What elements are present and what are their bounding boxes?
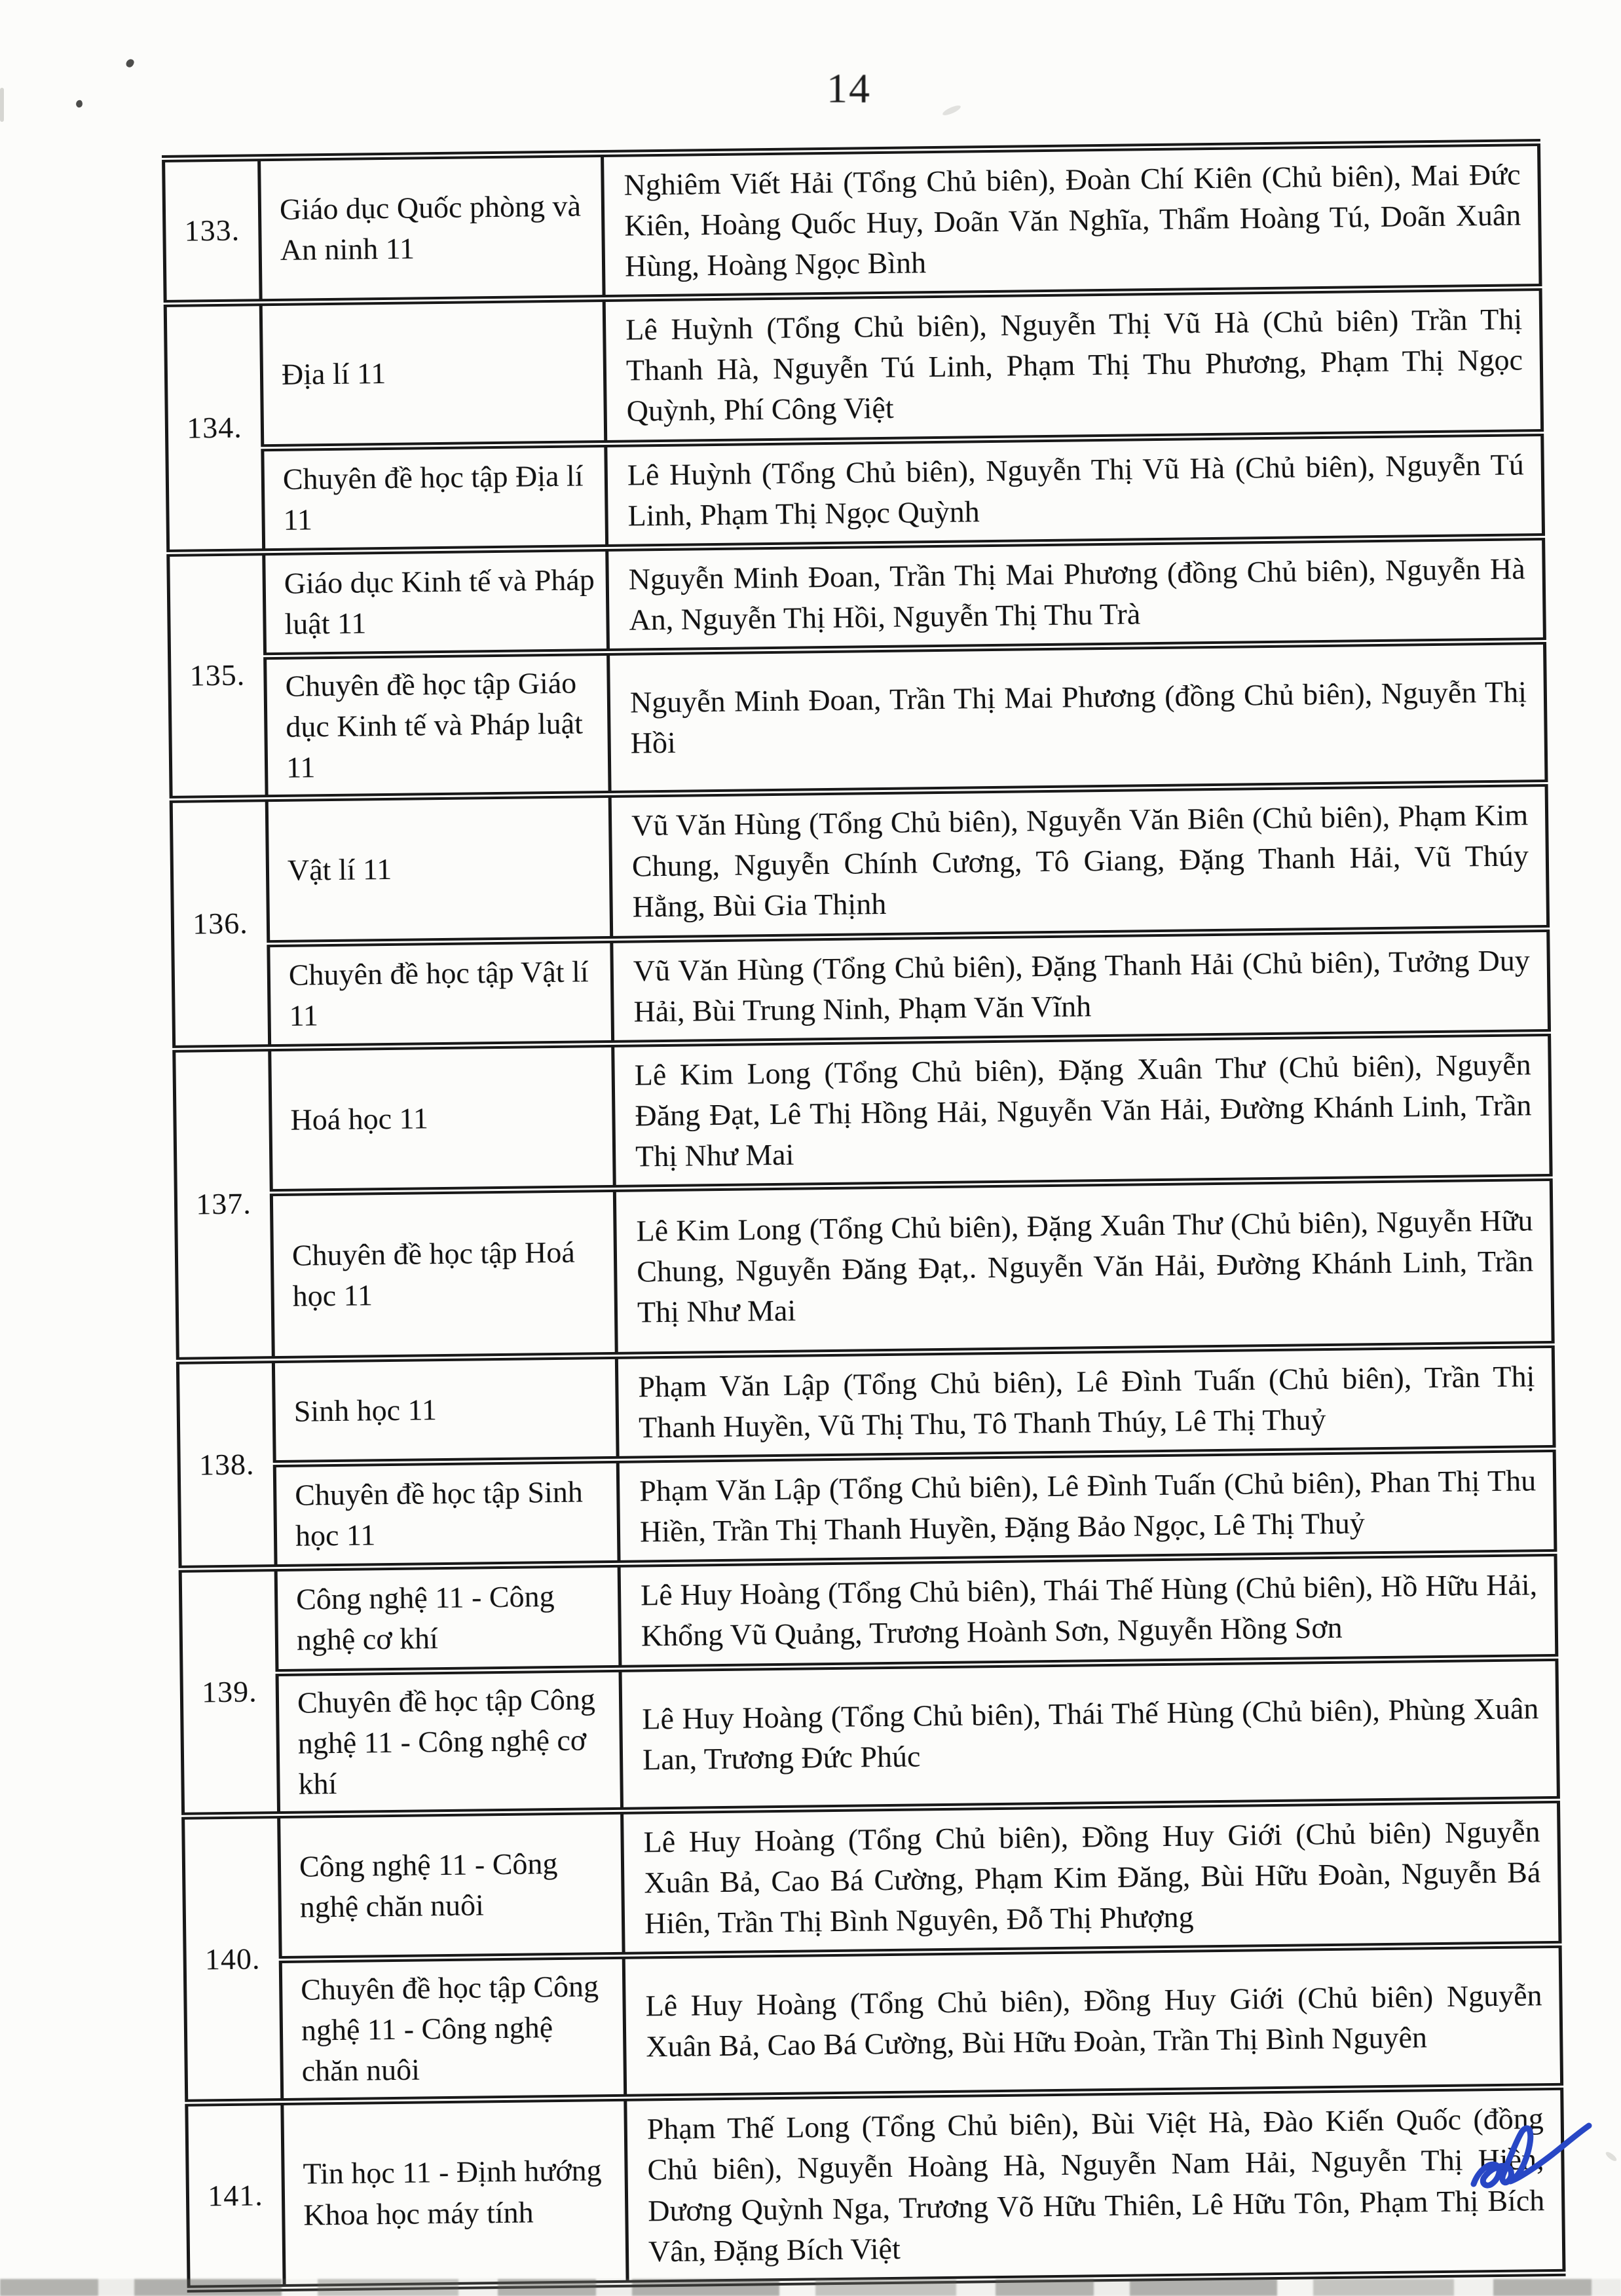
scan-smudge xyxy=(941,104,961,117)
book-title-cell: Công nghệ 11 - Công nghệ cơ khí xyxy=(276,1564,620,1672)
table-row xyxy=(185,1944,1561,2103)
table-row xyxy=(171,783,1548,945)
row-number-cell: 139. xyxy=(180,1568,278,1816)
book-title-cell: Hoá học 11 xyxy=(270,1044,615,1192)
scan-noise-band xyxy=(0,2279,1621,2296)
book-authors-cell: Nghiêm Viết Hải (Tổng Chủ biên), Đoàn Chí Kiên (Chủ biên), Mai Đức Kiên, Hoàng Quốc Huy, Doãn Văn Nghĩa, Thẩm Hoàng Tú, Doãn Xuân Hùng, Hoàng Ngọc Bình xyxy=(603,143,1541,299)
book-authors-cell: Phạm Thế Long (Tổng Chủ biên), Bùi Việt Hà, Đào Kiến Quốc (đồng Chủ biên), Nguyễn Hoàng Hà, Nguyễn Nam Hải, Nguyễn Thị Hiền, Dương Quỳnh Nga, Trương Võ Hữu Thiên, Lê Hữu Tôn, Phạm Thị Bích Vân, Đặng Bích Việt xyxy=(625,2087,1564,2284)
textbook-table-container xyxy=(162,139,1567,2293)
textbook-table xyxy=(162,139,1566,2293)
book-title-cell: Chuyên đề học tập Sinh học 11 xyxy=(274,1460,619,1568)
ink-signature-mark xyxy=(1466,2121,1593,2211)
row-number-cell: 133. xyxy=(164,158,261,304)
book-title-cell: Chuyên đề học tập Hoá học 11 xyxy=(271,1188,616,1359)
book-authors-cell: Lê Huy Hoàng (Tổng Chủ biên), Đồng Huy Giới (Chủ biên) Nguyễn Xuân Bả, Cao Bá Cường, Bùi Hữu Đoàn, Trần Thị Bình Nguyên xyxy=(624,1944,1561,2098)
table-row xyxy=(170,641,1546,799)
book-title-cell: Địa lí 11 xyxy=(261,299,606,447)
table-row xyxy=(179,1449,1556,1570)
book-authors-cell: Lê Kim Long (Tổng Chủ biên), Đặng Xuân Thư (Chủ biên), Nguyễn Hữu Chung, Nguyễn Đăng Đạt,. Nguyễn Văn Hải, Đường Khánh Linh, Trần Thị Như Mai xyxy=(614,1177,1553,1355)
scan-speck xyxy=(125,58,135,68)
table-row xyxy=(167,432,1544,553)
table-row xyxy=(164,143,1540,304)
book-title-cell: Giáo dục Kinh tế và Pháp luật 11 xyxy=(264,548,608,656)
table-row xyxy=(173,928,1550,1049)
book-title-cell: Chuyên đề học tập Công nghệ 11 - Công nghệ chăn nuôi xyxy=(280,1955,625,2101)
book-authors-cell: Lê Huỳnh (Tổng Chủ biên), Nguyễn Thị Vũ Hà (Chủ biên), Nguyễn Tú Linh, Phạm Thị Ngọc Quỳnh xyxy=(606,432,1544,548)
table-row xyxy=(177,1344,1554,1465)
table-row xyxy=(181,1657,1558,1816)
row-number-cell: 138. xyxy=(177,1360,276,1570)
book-authors-cell: Lê Huy Hoàng (Tổng Chủ biên), Thái Thế Hùng (Chủ biên), Phùng Xuân Lan, Trương Đức Phúc xyxy=(620,1657,1558,1811)
book-title-cell: Vật lí 11 xyxy=(267,795,612,943)
book-authors-cell: Vũ Văn Hùng (Tổng Chủ biên), Nguyễn Văn Biên (Chủ biên), Phạm Kim Chung, Nguyễn Chính Cương, Tô Giang, Đặng Thanh Hải, Vũ Thúy Hằng, Bùi Gia Thịnh xyxy=(610,783,1548,939)
book-authors-cell: Phạm Văn Lập (Tổng Chủ biên), Lê Đình Tuấn (Chủ biên), Trần Thị Thanh Huyền, Vũ Thị Thu, Tô Thanh Thúy, Lê Thị Thuỷ xyxy=(616,1344,1554,1459)
table-row xyxy=(180,1553,1557,1674)
row-number-cell: 140. xyxy=(183,1815,282,2103)
table-row xyxy=(168,536,1545,657)
book-title-cell: Chuyên đề học tập Giáo dục Kinh tế và Pháp luật 11 xyxy=(265,652,610,798)
row-number-cell: 134. xyxy=(165,303,264,553)
book-authors-cell: Phạm Văn Lập (Tổng Chủ biên), Lê Đình Tuấn (Chủ biên), Phan Thị Thu Hiền, Trần Thị Thanh Huyền, Đặng Bảo Ngọc, Lê Thị Thuỷ xyxy=(618,1449,1556,1564)
row-number-cell: 136. xyxy=(171,799,270,1049)
scan-edge-streak xyxy=(0,88,4,122)
row-number-cell: 137. xyxy=(174,1047,274,1361)
book-title-cell: Tin học 11 - Định hướng Khoa học máy tính xyxy=(282,2098,627,2288)
book-title-cell: Sinh học 11 xyxy=(273,1355,618,1463)
book-authors-cell: Nguyễn Minh Đoan, Trần Thị Mai Phương (đồng Chủ biên), Nguyễn Thị Hồi xyxy=(608,641,1546,794)
book-authors-cell: Lê Huy Hoàng (Tổng Chủ biên), Thái Thế Hùng (Chủ biên), Hồ Hữu Hải, Khổng Vũ Quảng, Trương Hoành Sơn, Nguyễn Hồng Sơn xyxy=(619,1553,1557,1668)
table-row xyxy=(176,1177,1553,1361)
table-row xyxy=(183,1799,1560,1961)
book-title-cell: Chuyên đề học tập Công nghệ 11 - Công nghệ cơ khí xyxy=(277,1668,622,1815)
book-authors-cell: Nguyễn Minh Đoan, Trần Thị Mai Phương (đồng Chủ biên), Nguyễn Hà An, Nguyễn Thị Hồi, Nguyễn Thị Thu Trà xyxy=(607,536,1545,652)
row-number-cell: 141. xyxy=(187,2102,284,2289)
book-authors-cell: Lê Huỳnh (Tổng Chủ biên), Nguyễn Thị Vũ Hà (Chủ biên) Trần Thị Thanh Hà, Nguyễn Tú Linh, Phạm Thị Thu Phương, Phạm Thị Ngọc Quỳnh, Phí Công Việt xyxy=(604,288,1542,443)
page-number: 14 xyxy=(827,65,871,111)
book-authors-cell: Vũ Văn Hùng (Tổng Chủ biên), Đặng Thanh Hải (Chủ biên), Tưởng Duy Hải, Bùi Trung Ninh, Phạm Văn Vĩnh xyxy=(612,928,1550,1044)
row-number-cell: 135. xyxy=(168,552,267,799)
table-row xyxy=(165,288,1542,449)
table-row xyxy=(187,2087,1564,2289)
book-title-cell: Công nghệ 11 - Công nghệ chăn nuôi xyxy=(279,1811,624,1959)
book-authors-cell: Lê Huy Hoàng (Tổng Chủ biên), Đồng Huy Giới (Chủ biên) Nguyễn Xuân Bả, Cao Bá Cường, Phạm Kim Đăng, Bùi Hữu Đoàn, Nguyễn Bá Hiên, Trần Thị Bình Nguyên, Đỗ Thị Phượng xyxy=(622,1799,1561,1955)
book-authors-cell: Lê Kim Long (Tổng Chủ biên), Đặng Xuân Thư (Chủ biên), Nguyễn Đăng Đạt, Lê Thị Hồng Hải, Nguyễn Văn Hải, Đường Khánh Linh, Trần Thị Như Mai xyxy=(613,1032,1552,1188)
book-title-cell: Giáo dục Quốc phòng và An ninh 11 xyxy=(259,154,605,303)
scan-smudge xyxy=(1605,2151,1618,2163)
scan-speck xyxy=(75,100,84,108)
table-row xyxy=(174,1032,1551,1194)
book-title-cell: Chuyên đề học tập Vật lí 11 xyxy=(269,939,613,1047)
book-title-cell: Chuyên đề học tập Địa lí 11 xyxy=(263,443,607,552)
